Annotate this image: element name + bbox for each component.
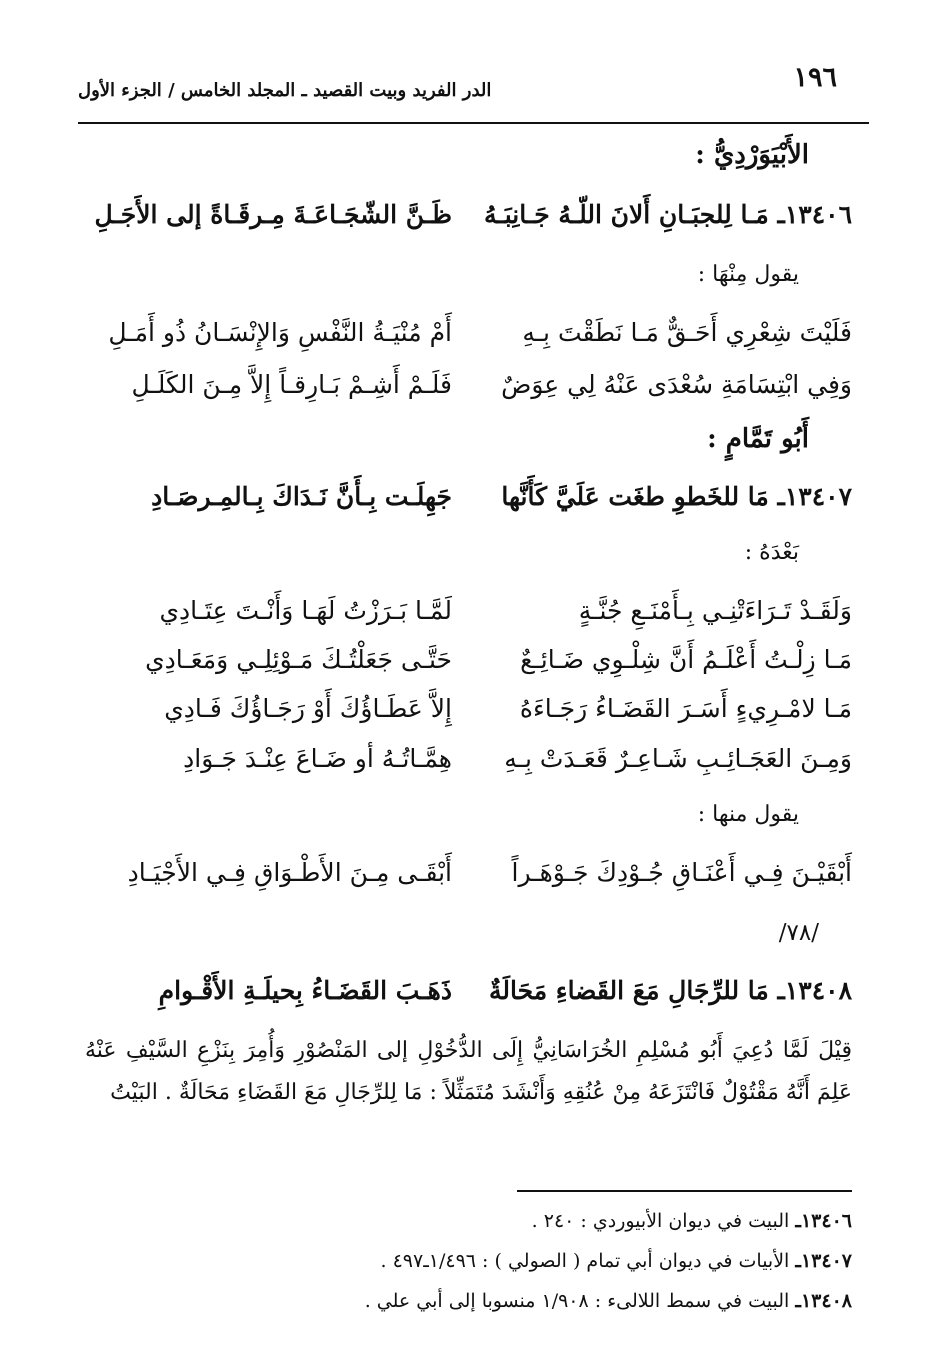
verse-left: إِلاَّ عَطَـاؤُكَ أَوْ رَجَـاؤُكَ فَـادِي xyxy=(164,694,452,723)
page-number: ١٩٦ xyxy=(793,62,837,93)
verse-main-right xyxy=(488,976,852,1006)
verse-right: مَـا لامْـرِيءٍ أَسَـرَ القَضَـاءُ رَجَـاءَهُ xyxy=(519,694,852,723)
verse-number: ١٣٤٠٨ـ xyxy=(777,976,852,1005)
prose-paragraph: قِيْلَ لَمَّا دُعِيَ أَبُو مُسْلِمِ الخُرَاسَانِيُّ إِلَى الدُّخُوْلِ إلى المَنْصُوْرِ وَأُمِرَ بِنَزْعِ السَّيْفِ عَنْهُ عَلِمَ أَنَّهُ مَقْتُوْلٌ فَانْتَزَعَهُ مِنْ عُنُقِهِ وَأَنْشَدَ مُتَمَثِّلاً : مَا لِلرِّجَالِ مَعَ القَضَاءِ مَحَالَةٌ . البَيْتُ xyxy=(85,1038,852,1105)
verse-intro: يقول مِنْهَا : xyxy=(697,262,799,287)
footnote xyxy=(532,1210,852,1232)
footnote-text: الأبيات في ديوان أبي تمام ( الصولي ) : ١/٤٩٦ـ٤٩٧ . xyxy=(380,1250,790,1272)
verse-left: هِمَّـاتُـهُ أو ضَـاعَ عِنْـدَ جَـوَادِ xyxy=(183,744,452,773)
footnote xyxy=(365,1290,852,1312)
footnote-text: البيت في سمط اللالىء : ١/٩٠٨ منسوبا إلى أبي علي . xyxy=(364,1290,790,1312)
verse-number: ١٣٤٠٧ـ xyxy=(777,482,852,511)
verse-right: فَلَيْتَ شِعْرِي أَحَـقٌّ مَـا نَطَقْتَ بِـهِ xyxy=(522,318,852,347)
header-divider xyxy=(78,122,869,124)
page-header xyxy=(78,58,869,118)
footnote-divider xyxy=(517,1190,852,1192)
manuscript-marker: /٧٨/ xyxy=(778,920,819,946)
footnote-number: ١٣٤٠٧ـ xyxy=(795,1250,852,1272)
verse-intro: يقول منها : xyxy=(697,802,799,827)
footnote xyxy=(380,1250,852,1272)
hemistich-text: مَـا لِلجبَـانِ أَلانَ اللّـهُ جَـانِبَـهُ xyxy=(484,200,769,229)
hemistich-text: مَا للخَطوِ طغَت عَلَيَّ كَأَنَّها xyxy=(501,482,769,511)
verse-main-right xyxy=(484,200,852,230)
verse-right: أَبْقَيْـنَ فِـي أَعْنَـاقِ جُـوْدِكَ جَـوْهَـراً xyxy=(511,858,852,887)
verse-right: مَـا زِلْـتُ أَعْلَـمُ أَنَّ شِلْـوِي ضَـائِـعٌ xyxy=(520,645,852,674)
hemistich-text: مَا للرِّجَالِ مَعَ القَضاءِ مَحَالَةٌ xyxy=(488,976,769,1005)
verse-main-right xyxy=(502,482,852,512)
footnote-number: ١٣٤٠٨ـ xyxy=(795,1290,852,1312)
verse-main-left: جَهِلَـت بِـأَنَّ نَـدَاكَ بِـالمِـرصَـادِ xyxy=(151,482,452,511)
verse-left: أَبْقَـى مِـنَ الأَطْـوَاقِ فِـي الأَجْيَـادِ xyxy=(127,858,452,887)
verse-main-left: ذَهَـبَ القَضَـاءُ بِحيلَـةِ الأَقْـوامِ xyxy=(158,976,452,1005)
running-title: الدر الفريد وبيت القصيد ـ المجلد الخامس / الجزء الأول xyxy=(78,80,492,101)
poet-name: الأَبْيَوَرْدِيُّ : xyxy=(695,140,809,170)
verse-left: لَمَّـا بَـرَزْتُ لَهَـا وَأَنْـتَ عِتَـادِي xyxy=(159,596,452,625)
verse-main-left: ظَـنَّ الشّجَـاعَـةَ مِـرقَـاةً إلى الأَجَـلِ xyxy=(94,200,452,229)
verse-right: وَلَقَـدْ تَـرَاءَتْنِـي بِـأَمْنَـعِ جُنَّـةٍ xyxy=(578,596,852,625)
footnote-text: البيت في ديوان الأبيوردي : ٢٤٠ . xyxy=(531,1210,790,1232)
poet-name: أَبُو تَمَّامٍ : xyxy=(707,424,809,454)
verse-left: حَتَّـى جَعَلْتُـكَ مَـوْئِلِـي وَمَعَـادِي xyxy=(145,645,452,674)
footnote-number: ١٣٤٠٦ـ xyxy=(795,1210,852,1232)
verse-left: أَمْ مُنْيَـةُ النَّفْسِ وَالإِنْسَـانُ ذُو أَمَـلِ xyxy=(108,318,452,347)
verse-right: وَفِي ابْتِسَامَةِ سُعْدَى عَنْهُ لِي عِوَضٌ xyxy=(501,370,852,399)
verse-number: ١٣٤٠٦ـ xyxy=(777,200,852,229)
verse-left: فَلَـمْ أَشِـمْ بَـارِقـاً إِلاَّ مِـنَ الكَلَـلِ xyxy=(131,370,452,399)
verse-right: وَمِـنَ العَجَـائِـبِ شَـاعِـرٌ قَعَـدَتْ بِـهِ xyxy=(504,744,852,773)
verse-intro: بَعْدَهُ : xyxy=(744,540,799,565)
